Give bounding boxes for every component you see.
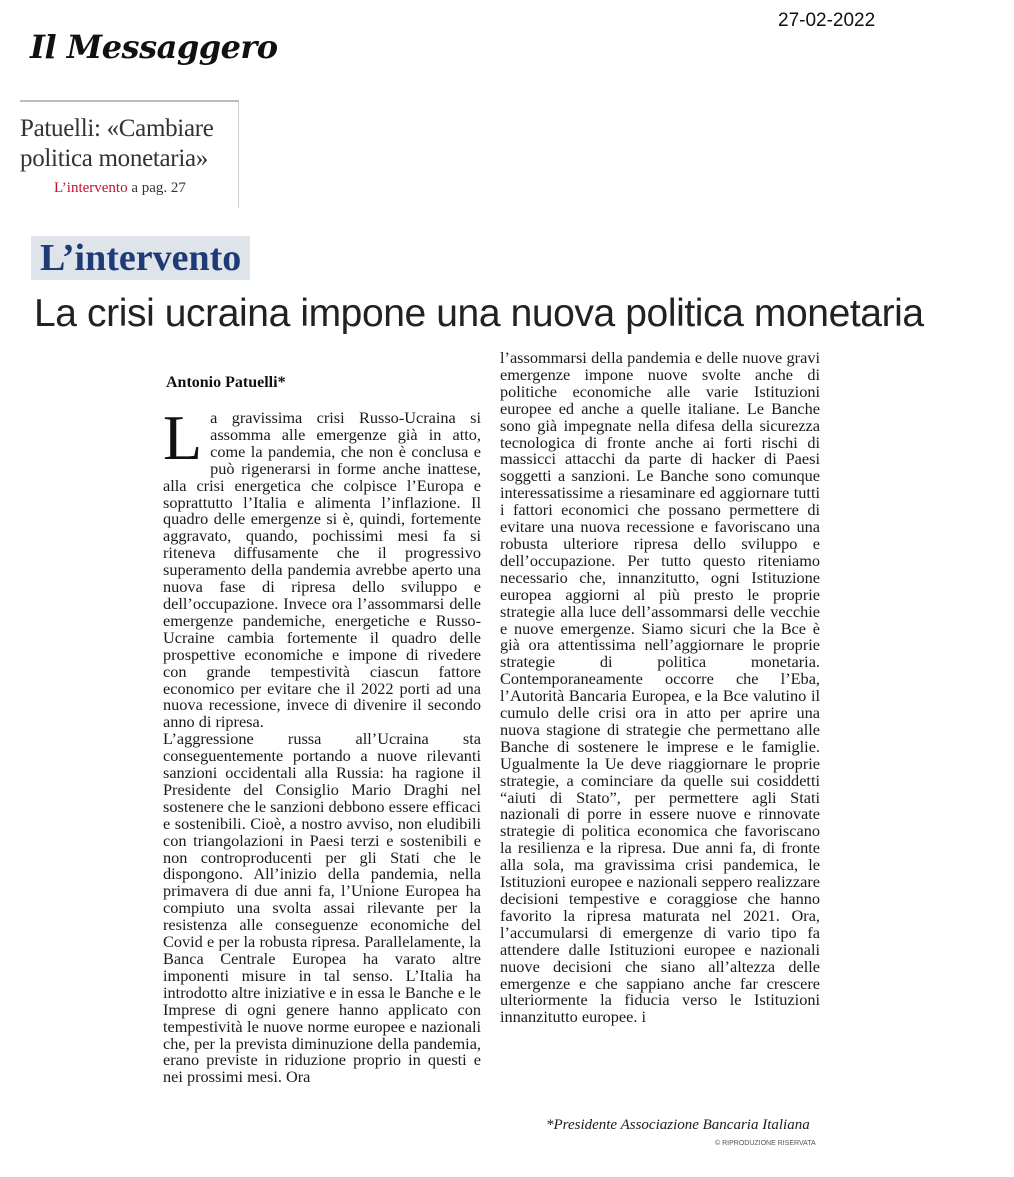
teaser-title: Patuelli: «Cambiare politica monetaria» — [20, 115, 214, 172]
masthead-logo: Il Messaggero — [30, 28, 278, 66]
copyright-notice: © RIPRODUZIONE RISERVATA — [715, 1140, 816, 1147]
publication-date: 27-02-2022 — [778, 10, 876, 31]
teaser-kicker: L’intervento — [54, 180, 128, 196]
article-column-left — [163, 402, 481, 1087]
article-column-right — [500, 350, 820, 1026]
article-paragraph-3: l’assommarsi della pandemia e delle nuove gravi emergenze impone nuove svolte anche di politiche economiche alle varie Istituzioni europee ed anche a quelle italiane. Le Banche sono già impegnate nella difesa della sicurezza tecnologica di fronte anche ai forti rischi di massicci attacchi da parte di hacker di Paesi soggetti a sanzioni. Le Banche sono comunque interessatissime a riesaminare ed aggiornare tutti i fattori economici che possano permettere di evitare una nuova recessione e favoriscano una robusta ulteriore ripresa dello sviluppo e dell’occupazione. Per tutto questo riteniamo necessario che, innanzitutto, ogni Istituzione europea aggiorni al più presto le proprie strategie alla luce dell’assommarsi delle vecchie e nuove emergenze. Siamo sicuri che la Bce è già ora attentissima nell’aggiornare le proprie strategie di politica monetaria. Contemporaneamente occorre che l’Eba, l’Autorità Bancaria Europea, e la Bce valutino il cumulo delle crisi ora in atto per aprire una nuova stagione di strategie che permettano alle Banche di sostenere le imprese e le famiglie. Ugualmente la Ue deve riaggiornare le proprie strategie, a cominciare da quelle sui cosiddetti “aiuti di Stato”, per permettere agli Stati nazionali di porre in essere nuove e rinnovate strategie di politica economica che favoriscano la resilienza e la ripresa. Due anni fa, di fronte alla sola, ma gravissima crisi pandemica, le Istituzioni europee e nazionali seppero realizzare decisioni tempestive e coraggiose che hanno favorito la ripresa maturata nel 2021. Ora, l’accumularsi di emergenze di vario tipo fa attendere dalle Istituzioni europee e nazionali nuove decisioni che siano all’altezza delle emergenze e che sappiano anche far crescere ulteriormente la fiducia verso le Istituzioni innanzitutto europee. i — [500, 348, 820, 1027]
article-headline: La crisi ucraina impone una nuova politica monetaria — [34, 292, 924, 335]
article-author: Antonio Patuelli* — [166, 374, 286, 391]
article-paragraph-1: La gravissima crisi Russo-Ucraina si assomma alle emergenze già in atto, come la pandemia, che non è conclusa e può rigenerarsi in forme anche inattese, alla crisi energetica che colpisce l’Europa e soprattutto l’Italia e alimenta l’inflazione. Il quadro delle emergenze si è, quindi, fortemente aggravato, quando, pochissimi mesi fa si riteneva diffusamente che il progressivo superamento della pandemia avrebbe aperto una nuova fase di ripresa dello sviluppo e dell’occupazione. Invece ora l’assommarsi delle emergenze pandemiche, energetiche e Russo-Ucraine cambia fortemente il quadro delle prospettive economiche e impone di rivedere con grande tempestività ciascun fattore economico per evitare che il 2022 porti ad una nuova recessione, invece di divenire il secondo anno di ripresa. — [163, 402, 481, 732]
drop-cap: L — [163, 402, 203, 473]
teaser-page-number: a pag. 27 — [131, 180, 186, 196]
article-paragraph-2: L’aggressione russa all’Ucraina sta conseguentemente portando a nuove rilevanti sanzioni occidentali alla Russia: ha ragione il Presidente del Consiglio Mario Draghi nel sostenere che le sanzioni debbono essere efficaci e sostenibili. Cioè, a nostro avviso, non eludibili con triangolazioni in Paesi terzi e sostenibili e non controproducenti per gli Stati che le dispongono. All’inizio della pandemia, nella primavera di due anni fa, l’Unione Europea ha compiuto una svolta assai rilevante per la resistenza alle conseguenze economiche del Covid e per la robusta ripresa. Parallelamente, la Banca Centrale Europea ha varato altre imponenti misure in tal senso. L’Italia ha introdotto altre iniziative e in essa le Banche e le Imprese di ogni genere hanno applicato con tempestività le nuove norme europee e nazionali che, per la prevista diminuzione della pandemia, erano previste in riduzione proprio in questi e nei prossimi mesi. Ora — [163, 729, 481, 1087]
teaser-page-reference — [54, 180, 186, 197]
author-signature-note: *Presidente Associazione Bancaria Italiana — [546, 1117, 810, 1133]
section-label: L’intervento — [31, 236, 250, 280]
